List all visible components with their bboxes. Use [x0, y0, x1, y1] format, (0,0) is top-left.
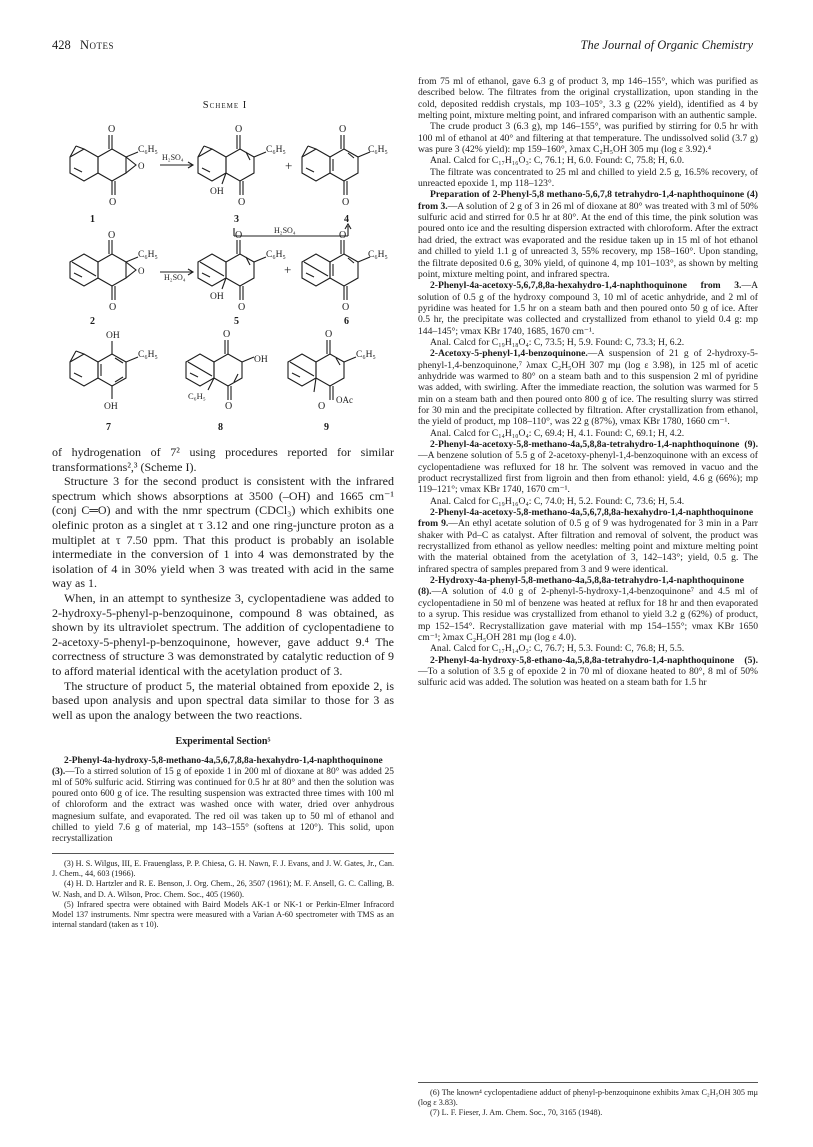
compound-label-7: 7 [106, 422, 111, 433]
compound-8-phenyl: C₆H₅ [188, 391, 206, 401]
compound-5-o-bottom: O [238, 302, 246, 313]
procedure-compound-8 [418, 575, 758, 643]
compound-3-structure [198, 124, 286, 208]
compound-3-o-top: O [235, 124, 243, 135]
left-column-text [52, 445, 394, 930]
paragraph-structure-3: Structure 3 for the second product is consistent with the infrared spectrum which shows absorptions at 3500 (–OH) and 1665 cm⁻¹ (conj C═O) and with the nmr spectrum (CDCl₃) which exhibits one olefinic proton as a singlet at τ 3.12 and one ring-juncture proton as a multiplet at τ 7.50 ppm. That this product is probably an isolable intermediate in the conversion of 1 into 4 was demonstrated by the isolation of 4 in 30% yield when 3 was treated with acid in the same way as 1. [52, 474, 394, 591]
procedure-acetoxy-benzoquinone-title: 2-Acetoxy-5-phenyl-1,4-benzoquinone. [430, 348, 588, 360]
compound-9-acetoxy: OAc [336, 395, 353, 405]
footnote-3: (3) H. S. Wilgus, III, E. Frauenglass, P. P. Chiesa, G. H. Nawn, F. J. Evans, and J. W. Gates, Jr., Can. J. Chem., 44, 603 (1966). [52, 859, 394, 879]
section-name: Notes [80, 38, 115, 52]
compound-1-o-bottom: O [109, 197, 117, 208]
procedure-compound-8-body: —A solution of 4.0 g of 2-phenyl-5-hydroxy-1,4-benzoquinone⁷ and 4.5 ml of cyclopentadiene in 50 ml of benzene was heated at reflux for 18 hr and then evaporated to a syrup. This residue was crystallized from ethanol to yield 3.2 g (62%) of product, mp 152–154°. Recrystallization gave material with mp 154–155°; νmax KBr 1650 cm⁻¹; λmax C₂H₅OH 281 mμ (log ε 4.0). [418, 586, 758, 643]
compound-5-phenyl: C₆H₅ [266, 250, 286, 260]
paragraph-cyclopentadiene: When, in an attempt to synthesize 3, cyclopentadiene was added to 2-hydroxy-5-phenyl-p-benzoquinone, compound 8 was obtained, as shown by its ultraviolet spectrum. The addition of cyclopentadiene to 2-acetoxy-5-phenyl-p-benzoquinone, however, gave adduct 9.⁴ The correctness of structure 3 was demonstrated by catalytic reduction of 9 to afford material identical with the acetylation product of 3. [52, 590, 394, 678]
compound-3-phenyl: C₆H₅ [266, 145, 286, 155]
analysis-compound-3: Anal. Calcd for C₁₇H₁₆O₃: C, 76.1; H, 6.0. Found: C, 75.8; H, 6.0. [430, 155, 685, 167]
experimental-heading: Experimental Section⁵ [175, 736, 271, 748]
footnote-4: (4) H. D. Hartzler and R. E. Benson, J. Org. Chem., 26, 3507 (1961); M. F. Ansell, G. C. Calling, B. W. Nash, and D. A. Wilson, Proc. Chem. Soc., 405 (1960). [52, 879, 394, 899]
compound-3-hydroxyl: OH [210, 187, 224, 197]
compound-4-structure [302, 124, 388, 208]
compound-8-o-bottom: O [225, 401, 233, 412]
procedure-compound-9-body: —A benzene solution of 5.5 g of 2-acetoxy-phenyl-1,4-benzoquinone with an excess of cyclopentadiene was refluxed for 18 hr. The solvent was removed in vacuo and the product recrystallized first from ligroin and then from ethanol: yield, 4.6 g (66%); mp 119–121°; νmax KBr 1740, 1670 cm⁻¹. [418, 450, 758, 496]
procedure-compound-3 [52, 756, 394, 846]
plus-sign-2: + [284, 262, 292, 277]
procedure-compound-5 [418, 655, 758, 689]
footnote-rule-left [52, 853, 394, 854]
compound-8-structure [186, 329, 268, 412]
footnote-7: (7) L. F. Fieser, J. Am. Chem. Soc., 70, 3165 (1948). [430, 1108, 603, 1118]
paragraph-recrystallization: from 75 ml of ethanol, gave 6.3 g of product 3, mp 146–155°, which was purified as described below. The filtrates from the original crystallization, upon standing in the cold, deposited reddish crystals, mp 103–105°, 3.3 g (22% yield), identified as 4 by melting point, mixture melting point, and infrared comparison with an authentic sample. [418, 76, 758, 122]
compound-5-hydroxyl: OH [210, 292, 224, 302]
footnote-5: (5) Infrared spectra were obtained with Baird Models AK-1 or NK-1 or Perkin-Elmer Infracord Model 137 instruments. Nmr spectra were measured with a Varian A-60 spectrometer with TMS as an internal standard (taken as τ 10). [52, 899, 394, 929]
right-footnotes [418, 1074, 758, 1118]
compound-label-2: 2 [90, 316, 95, 327]
procedure-compound-4 [418, 189, 758, 280]
paragraph-hydrogenation: of hydrogenation of 7² using procedures reported for similar transformations²,³ (Scheme I). [52, 445, 394, 474]
compound-2-o-bottom: O [109, 302, 117, 313]
procedure-compound-4-title: Preparation of 2-Phenyl-5,8 methano-5,6,7,8 tetrahydro-1,4-naphthoquinone (4) from 3. [418, 189, 758, 212]
compound-4-o-bottom: O [342, 197, 350, 208]
procedure-from-9-title: 2-Phenyl-4a-acetoxy-5,8-methano-4a,5,6,7,8,8a-hexahydro-1,4-naphthoquinone from 9. [418, 507, 754, 530]
compound-2-o-epoxide: O [138, 266, 145, 276]
analysis-acetoxy-hexahydro: Anal. Calcd for C₁₉H₁₈O₄: C, 73.5; H, 5.9. Found: C, 73.3; H, 6.2. [430, 336, 685, 348]
procedure-compound-5-body: —To a solution of 3.5 g of epoxide 2 in 70 ml of dioxane heated to 80°, 8 ml of 50% sulfuric acid was added. The solution was heated on a steam bath for 1.5 hr [418, 665, 758, 689]
procedure-from-9-body: —An ethyl acetate solution of 0.5 g of 9 was hydrogenated for 3 min in a Parr shaker with Pd–C as catalyst. After filtration and removal of solvent, the product was recrystallized from ethanol as yellow needles: melting point and mixture melting point with the material obtained from the acetylation of 3, 142–143°; yield, 0.5 g. The infrared spectra of samples prepared from 3 and 9 were identical. [418, 518, 758, 575]
procedure-acetoxy-benzoquinone [418, 348, 758, 427]
compound-label-5: 5 [234, 316, 239, 327]
compound-7-phenyl: C₆H₅ [138, 350, 158, 360]
analysis-compound-9: Anal. Calcd for C₁₉H₁₆O₄: C, 74.0; H, 5.2. Found: C, 73.6; H, 5.4. [430, 495, 685, 507]
compound-4-phenyl: C₆H₅ [368, 145, 388, 155]
compound-7-structure [70, 331, 158, 412]
compound-label-8: 8 [218, 422, 223, 433]
compound-8-o-top: O [223, 329, 231, 340]
compound-6-phenyl: C₆H₅ [368, 250, 388, 260]
compound-label-3: 3 [234, 214, 239, 225]
reagent-h2so4-2: H₂SO₄ [164, 273, 186, 282]
compound-label-4: 4 [344, 214, 349, 225]
footnote-rule-right [418, 1082, 758, 1083]
journal-title: The Journal of Organic Chemistry [580, 38, 753, 52]
compound-label-1: 1 [90, 214, 95, 225]
compound-4-o-top: O [339, 124, 347, 135]
scheme-diagram [52, 112, 397, 442]
compound-5-o-top: O [235, 230, 243, 241]
compound-7-hydroxyl-top: OH [106, 331, 120, 341]
right-column-text [418, 76, 758, 689]
compound-9-o-bottom: O [318, 401, 326, 412]
compound-1-o-epoxide: O [138, 161, 145, 171]
compound-7-hydroxyl-bottom: OH [104, 402, 118, 412]
plus-sign-1: + [285, 158, 293, 173]
paragraph-product-5: The structure of product 5, the material obtained from epoxide 2, is based upon analysis and upon spectral data similar to those for 3 as well as upon the analogy between the two reactions. [52, 678, 394, 722]
procedure-compound-4-body: —A solution of 2 g of 3 in 26 ml of dioxane at 80° was treated with 3 ml of 50% sulfuric acid and stirred for 0.5 hr at 80°. At the end of this time, the pink solution was poured onto ice and the resulting dispersion extracted with chloroform. After the extract had dried, the extract was evaporated and the residue taken up in 15 ml of hot ethanol and chilled to yield 1.1 g of unreacted 3, 55% recovery, mp 158–160°. Upon standing, the filtrate deposited 0.6 g, 30% yield, of quinone 4, mp 101–103°, as shown by melting point, mixture melting point, and infrared spectra. [418, 200, 758, 280]
compound-1-o-top: O [108, 124, 116, 135]
page-header [52, 38, 753, 56]
compound-3-o-bottom: O [238, 197, 246, 208]
procedure-compound-5-title: 2-Phenyl-4a-hydroxy-5,8-ethano-4a,5,8,8a-tetrahydro-1,4-naphthoquinone (5). [430, 654, 758, 666]
procedure-acetoxy-hexahydro-body: —A solution of 0.5 g of the hydroxy compound 3, 10 ml of acetic anhydride, and 2 ml of pyridine was heated for 1.5 hr on a steam bath and then poured onto 50 g of ice. After 0.5 hr, the precipitate was collected and crystallized from ethanol to yield 0.4 g: mp 144–145°; νmax KBr 1740, 1685, 1670 cm⁻¹. [418, 280, 758, 337]
compound-8-hydroxyl: OH [254, 355, 268, 365]
compound-9-o-top: O [325, 329, 333, 340]
procedure-acetoxy-hexahydro-title: 2-Phenyl-4a-acetoxy-5,6,7,8,8a-hexahydro-1,4-naphthoquinone from 3. [430, 280, 742, 292]
compound-label-9: 9 [324, 422, 329, 433]
paragraph-filtrate: The filtrate was concentrated to 25 ml and chilled to yield 2.5 g, 16.5% recovery, of unreacted epoxide 1, mp 118–123°. [418, 166, 758, 190]
procedure-compound-8-title: 2-Hydroxy-4a-phenyl-5,8-methano-4a,5,8,8a-tetrahydro-1,4-naphthoquinone (8). [418, 575, 744, 598]
analysis-acetoxy-benzoquinone: Anal. Calcd for C₁₄H₁₀O₄: C, 69.4; H, 4.1. Found: C, 69.1; H, 4.2. [430, 427, 685, 439]
compound-1-phenyl: C₆H₅ [138, 145, 158, 155]
procedure-from-9 [418, 507, 758, 575]
footnote-6: (6) The known⁴ cyclopentadiene adduct of phenyl-p-benzoquinone exhibits λmax C₂H₅OH 305 mμ (log ε 3.83). [418, 1088, 758, 1108]
procedure-compound-9 [418, 439, 758, 496]
procedure-acetoxy-benzoquinone-body: —A suspension of 21 g of 2-hydroxy-5-phenyl-1,4-benzoquinone,⁷ λmax C₂H₅OH 307 mμ (log ε 3.98), in 125 ml of acetic anhydride was warmed to 80° on a steam bath and to this suspension 2 ml of pyridine was added, with swirling. After the immediate reaction, the solution was warmed for 5 min on a steam bath and then poured onto 800 g of ice. The resulting slurry was stirred for 30 min and the precipitate collected by filtration. After crystallization from ethanol, the yield of product, mp 108–110°, was 22 g (87%), νmax KBr 1780, 1660 cm⁻¹. [418, 348, 758, 428]
analysis-compound-8: Anal. Calcd for C₁₇H₁₄O₃: C, 76.7; H, 5.3. Found: C, 76.8; H, 5.5. [430, 643, 685, 655]
compound-label-6: 6 [344, 316, 349, 327]
compound-2-structure [70, 230, 158, 313]
reagent-h2so4-1: H₂SO₄ [162, 153, 184, 162]
scheme-title: Scheme I [202, 100, 248, 111]
compound-1-structure [70, 124, 158, 208]
page-number: 428 [52, 38, 71, 52]
compound-2-o-top: O [108, 230, 116, 241]
compound-6-structure [302, 230, 388, 313]
procedure-compound-9-title: 2-Phenyl-4a-acetoxy-5,8-methano-4a,5,8,8a-tetrahydro-1,4-naphthoquinone (9). [430, 439, 758, 450]
compound-6-o-bottom: O [342, 302, 350, 313]
procedure-acetoxy-hexahydro [418, 280, 758, 337]
compound-2-phenyl: C₆H₅ [138, 250, 158, 260]
procedure-compound-3-title: 2-Phenyl-4a-hydroxy-5,8-methano-4a,5,6,7,8,8a-hexahydro-1,4-naphthoquinone (3). [52, 755, 383, 777]
compound-5-structure [198, 230, 286, 313]
compound-6-o-top: O [339, 230, 347, 241]
paragraph-crude-product: The crude product 3 (6.3 g), mp 146–155°, was purified by stirring for 0.5 hr with 100 ml of ethanol at 40° and filtering at that temperature. The undissolved solid (3.7 g) was pure 3 (42% yield): mp 159–160°, λmax C₂H₅OH 305 mμ (log ε 3.92).⁴ [418, 121, 758, 156]
compound-9-phenyl: C₆H₅ [356, 350, 376, 360]
reagent-h2so4-3to4: H₂SO₄ [274, 226, 296, 235]
procedure-compound-3-body: —To a stirred solution of 15 g of epoxide 1 in 200 ml of dioxane at 80° was added 25 ml of 50% sulfuric acid. Stirring was continued for 0.5 hr at 80° and then the solution was poured onto 600 g of ice. The resulting suspension was extracted three times with 100 ml of chloroform and the extract was washed once with water, dried over anhydrous magnesium sulfate, and evaporated. The red oil was taken up to 50 ml of ethanol and chilled to yield 7.6 g of material, mp 143–155° (softens at 120°). This solid, upon recrystallization [52, 766, 394, 845]
compound-9-structure [288, 329, 376, 412]
